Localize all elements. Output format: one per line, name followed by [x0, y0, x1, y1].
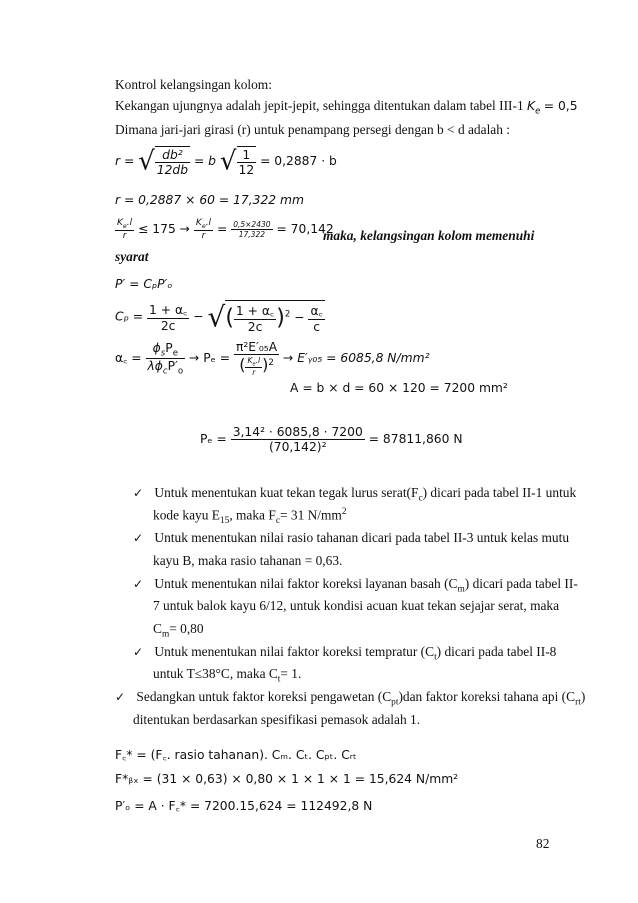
cp-formula: Cₚ = $\frac{1 + \alpha꜀}{2c}$ − √( $\frac{1 + \alpha꜀}{2c}$ )$^2$ − $\frac{\alpha꜀}{c}$	[115, 300, 323, 334]
alpha-lhs: α꜀ =	[115, 351, 142, 366]
pe-lhs: Pₑ =	[200, 432, 227, 446]
pe-denominator: (70,142)²	[231, 439, 365, 454]
check-mark-icon: ✓	[115, 690, 126, 704]
cp-den2: c	[308, 319, 324, 334]
p-formula: P′ = CₚP′ₒ	[115, 277, 173, 291]
alpha-arrow2: → E′ᵧ₀₅ = 6085,8 N/mm²	[283, 351, 430, 366]
slenderness-check: $\frac{K_e.l}{r}$ ≤ 175 → $\frac{K_e.l}{r}$ = $\frac{0,5\times 2430}{17,322}$ = 70,142	[117, 218, 334, 241]
pe-den: ( $\frac{K_e.l}{r}$ )$^2$	[234, 354, 279, 377]
restraint-line	[115, 98, 578, 116]
ke-l-den2: r	[194, 230, 213, 241]
ke-symbol: $K_e$	[527, 99, 541, 117]
bullet-3: ✓ Untuk menentukan nilai faktor koreksi layanan basah $(C_m)$ dicari pada tabel II-	[133, 576, 578, 595]
restraint-text: Kekangan ujungnya adalah jepit-jepit, sehingga ditentukan dalam tabel III-1	[115, 98, 524, 113]
bullet-main: ✓ Sedangkan untuk faktor koreksi pengawetan $(C_{pt})dan$ faktor koreksi tahana api $(C_{rt})$	[115, 689, 586, 708]
alpha-den: $\lambda\phi_cP'_o$	[147, 359, 184, 377]
ke-l-den: r	[115, 230, 134, 241]
bullet-1: ✓ Untuk menentukan kuat tekan tegak lurus $serat(F_c)$ dicari pada tabel II-1 untuk	[133, 485, 577, 504]
slender-den: 17,322	[231, 229, 272, 239]
pe-num: π²E′₀₅A	[235, 340, 278, 354]
cp-lhs: Cₚ =	[115, 309, 144, 324]
check-mark-icon: ✓	[133, 577, 144, 591]
bullet-main-line2: ditentukan berdasarkan spesifikasi pemasok adalah 1.	[133, 712, 421, 727]
r-num2: 1	[242, 148, 251, 162]
ke-l-num: $K_e.l$	[117, 218, 133, 230]
radius-formula: r = √ $\frac{\text{db²}}{12db}$ = b √ $\frac{1}{12}$ = 0,2887 · b	[115, 146, 337, 177]
ke-value: = 0,5	[543, 99, 578, 113]
bullet-4: ✓ Untuk menentukan nilai faktor koreksi tempratur $(C_t)$ dicari pada tabel II-8	[133, 644, 557, 663]
r-lhs: r =	[115, 154, 135, 168]
r-mid: = b	[193, 154, 216, 168]
check-mark-icon: ✓	[133, 531, 144, 545]
page-number: 82	[536, 836, 550, 851]
po-formula: P′ₒ = A · F꜀* = 7200.15,624 = 112492,8 N	[115, 799, 373, 813]
slender-num: 0,5×2430	[233, 219, 271, 229]
cp-minus-inner: −	[294, 310, 305, 325]
slender-rhs: = 70,142	[276, 221, 334, 236]
cp-num-inner: 1 + α꜀	[235, 304, 275, 318]
alpha-arrow1: → Pₑ =	[189, 351, 231, 366]
pe-rhs: = 87811,860 N	[368, 432, 463, 446]
r-den: 12db	[156, 163, 189, 177]
r-den2: 12	[238, 163, 255, 177]
slender-conclusion-2: syarat	[115, 249, 149, 264]
lte-175: ≤ 175 →	[138, 221, 190, 236]
check-mark-icon: ✓	[133, 645, 144, 659]
bullet-2: ✓ Untuk menentukan nilai rasio tahanan dicari pada tabel II-3 untuk kelas mutu	[133, 530, 570, 545]
gyration-line: Dimana jari-jari girasi (r) untuk penampang persegi dengan b < d adalah :	[115, 122, 510, 137]
alpha-formula	[115, 340, 430, 377]
ke-l-num2: $K_e.l$	[195, 218, 212, 230]
pe-numerator: 3,14² · 6085,8 · 7200	[232, 425, 363, 439]
cp-num2: α꜀	[310, 304, 323, 318]
cp-num: 1 + α꜀	[149, 303, 188, 317]
bullet-3-line3: $C_m= 0,80$	[153, 621, 204, 640]
fc-formula: F꜀* = (F꜀. rasio tahanan). Cₘ. Cₜ. Cₚₜ. Cᵣₜ	[115, 748, 357, 762]
radius-value: r = 0,2887 × 60 = 17,322 mm	[115, 193, 304, 207]
bullet-4-line2: untuk T≤38°C, maka $C_t= 1$.	[153, 666, 302, 685]
slender-conclusion: maka, kelangsingan kolom memenuhi	[323, 228, 535, 243]
check-mark-icon: ✓	[133, 486, 144, 500]
r-num: db²	[162, 148, 183, 162]
cp-den-inner: 2c	[234, 319, 276, 334]
fbx-formula: F*ᵦₓ = (31 × 0,63) × 0,80 × 1 × 1 × 1 = 15,624 N/mm²	[115, 772, 459, 786]
alpha-num: $\phi_sP_e$	[152, 340, 178, 359]
bullet-3-line2: 7 untuk balok kayu 6/12, untuk kondisi acuan kuat tekan sejajar serat, maka	[153, 598, 560, 613]
area-formula: A = b × d = 60 × 120 = 7200 mm²	[290, 381, 508, 395]
section-heading: Kontrol kelangsingan kolom:	[115, 77, 272, 92]
bullet-2-line2: kayu B, maka rasio tahanan = 0,63.	[153, 553, 343, 568]
bullet-1-line2: kode kayu $E_{15}$, maka $F_c= 31$ $N/mm^2$	[153, 507, 347, 527]
cp-minus: −	[193, 309, 204, 324]
r-rhs: = 0,2887 · b	[260, 154, 337, 168]
cp-den: 2c	[147, 318, 189, 333]
pe-formula	[200, 425, 463, 454]
